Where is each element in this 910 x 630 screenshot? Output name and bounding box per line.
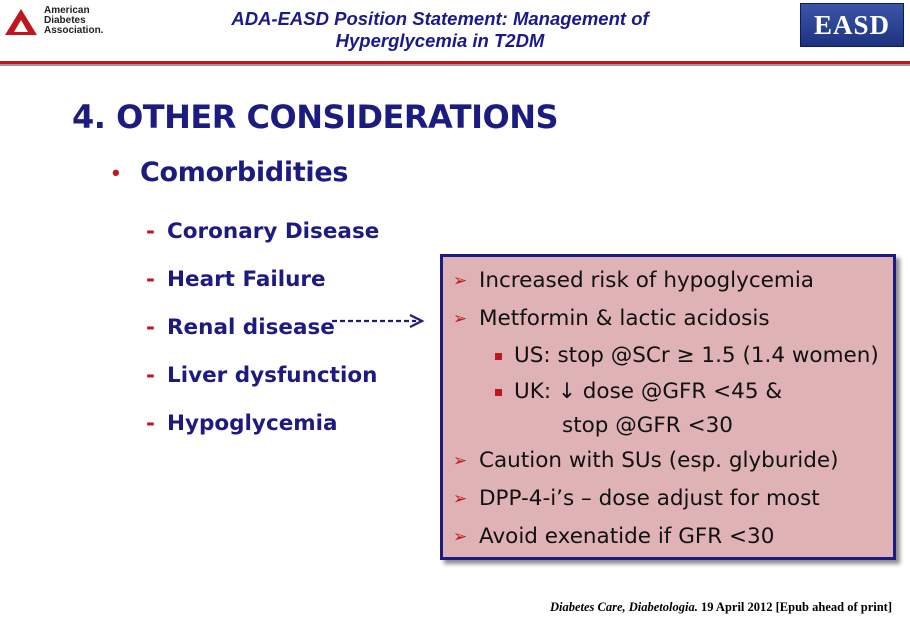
dash-icon: - [146, 266, 155, 292]
dash-icon: - [146, 362, 155, 388]
callout-list [453, 262, 893, 556]
bullet-dot-icon: • [112, 159, 120, 185]
slide-title-line-2: Hyperglycemia in T2DM [335, 30, 545, 51]
square-bullet-icon [495, 389, 502, 396]
callout-item [453, 480, 893, 518]
list-item [146, 399, 379, 447]
citation [550, 600, 892, 615]
callout-sub-item-label: US: stop @SCr ≥ 1.5 (1.4 women) [514, 343, 879, 368]
callout-item-label: Metformin & lactic acidosis [479, 306, 770, 331]
list-item [146, 255, 379, 303]
list-item [146, 351, 379, 399]
slide-title-line-1: ADA-EASD Position Statement: Management of [231, 8, 649, 29]
callout-sub-item [453, 374, 893, 442]
callout-item-label: Caution with SUs (esp. glyburide) [479, 448, 839, 473]
citation-journals: Diabetes Care, Diabetologia. [549, 600, 698, 614]
callout-sub-item [453, 338, 893, 374]
list-item-label: Renal disease [167, 314, 335, 340]
dash-icon: - [146, 410, 155, 436]
dashed-arrow-icon [330, 312, 426, 330]
slide-title [150, 8, 730, 52]
chevron-right-icon: ➢ [453, 451, 468, 471]
ada-logo [4, 6, 124, 40]
callout-item [453, 442, 893, 480]
easd-logo: EASD [800, 3, 904, 47]
chevron-right-icon: ➢ [453, 527, 468, 547]
bullet-comorbidities [112, 157, 348, 188]
slide-header [0, 0, 910, 60]
callout-sub-item-label: UK: ↓ dose @GFR <45 & [514, 379, 783, 404]
callout-item [453, 262, 893, 300]
ada-logo-text: American Diabetes Association. [44, 5, 104, 36]
callout-item [453, 518, 893, 556]
chevron-right-icon: ➢ [453, 271, 468, 291]
callout-item-label: Avoid exenatide if GFR <30 [479, 524, 775, 549]
chevron-right-icon: ➢ [453, 309, 468, 329]
list-item-label: Hypoglycemia [167, 410, 338, 436]
callout-item-label: Increased risk of hypoglycemia [479, 268, 814, 293]
bullet-label: Comorbidities [140, 157, 349, 188]
citation-date: 19 April 2012 [Epub ahead of print] [700, 600, 892, 614]
list-item-label: Heart Failure [167, 266, 326, 292]
list-item-label: Liver dysfunction [167, 362, 378, 388]
ada-triangle-icon [4, 8, 38, 36]
section-heading: 4. OTHER CONSIDERATIONS [72, 98, 559, 136]
header-divider-gray [0, 64, 910, 66]
callout-item-label: DPP-4-i’s – dose adjust for most [479, 486, 820, 511]
list-item [146, 207, 379, 255]
renal-disease-callout [440, 254, 896, 560]
callout-item [453, 300, 893, 338]
list-item-label: Coronary Disease [167, 218, 380, 244]
chevron-right-icon: ➢ [453, 489, 468, 509]
dash-icon: - [146, 314, 155, 340]
callout-sub-item-continuation: stop @GFR <30 [562, 413, 733, 438]
square-bullet-icon [495, 353, 502, 360]
dash-icon: - [146, 218, 155, 244]
